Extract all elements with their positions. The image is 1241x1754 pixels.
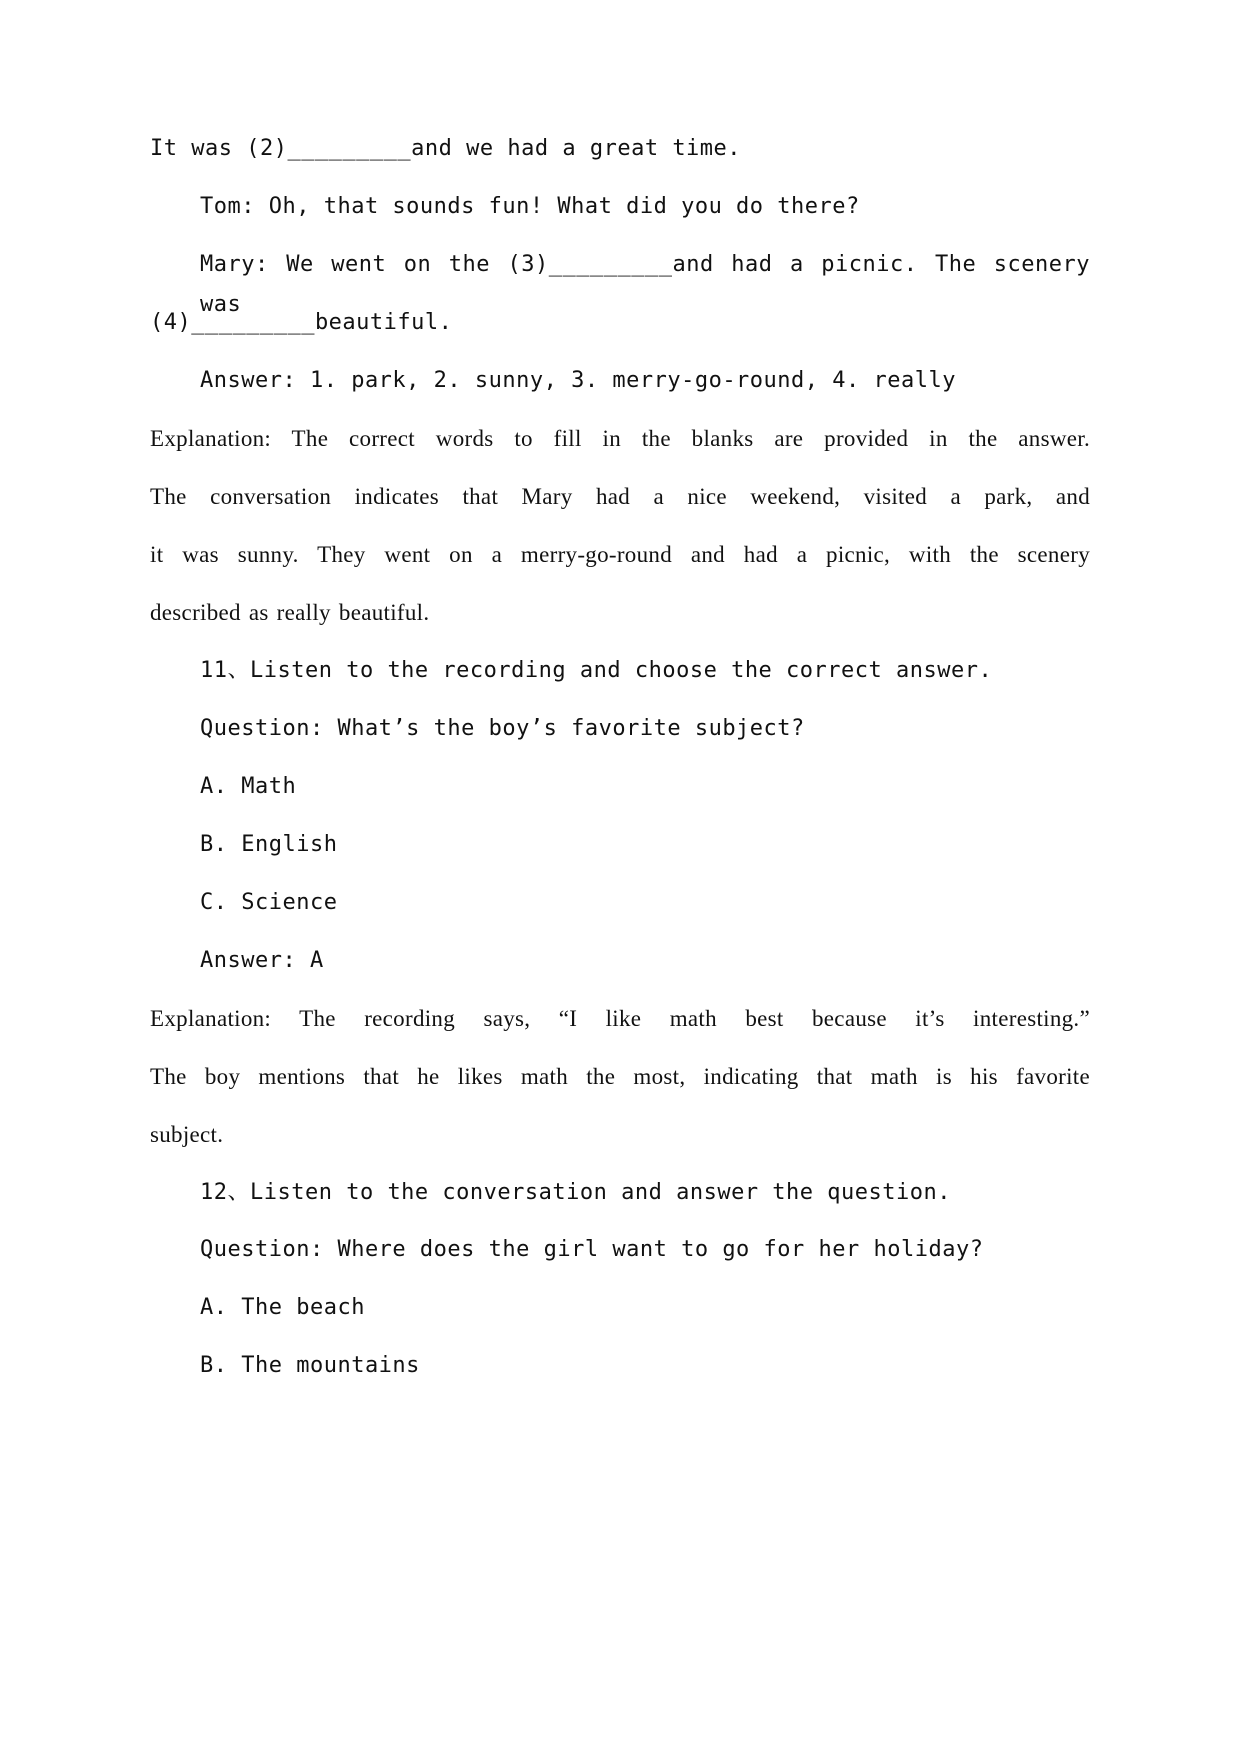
dialogue-mary-line-a: Mary: We went on the (3)_________and had a picnic. The scenery was (200, 252, 1090, 317)
q12-option-b: B. The mountains (200, 1353, 420, 1378)
dialogue-mary-line-b: (4)_________beautiful. (150, 310, 453, 335)
q12-heading: 12、Listen to the conversation and answer the question. (200, 1180, 951, 1205)
q10-explanation-line: it was sunny. They went on a merry-go-round and had a picnic, with the scenery (150, 542, 1090, 567)
q11-option-a: A. Math (200, 774, 297, 799)
q10-explanation-line: The conversation indicates that Mary had a nice weekend, visited a park, and (150, 484, 1090, 509)
dialogue-line-2: It was (2)_________and we had a great time. (150, 136, 742, 161)
q12-question: Question: Where does the girl want to go for her holiday? (200, 1237, 984, 1262)
q10-explanation-line: Explanation: The correct words to fill in the blanks are provided in the answer. (150, 426, 1090, 451)
q11-option-b: B. English (200, 832, 338, 857)
q11-explanation-line: Explanation: The recording says, “I like math best because it’s interesting.” (150, 1006, 1090, 1031)
q11-option-c: C. Science (200, 890, 338, 915)
q10-explanation-line: described as really beautiful. (150, 600, 430, 625)
q11-explanation-line: subject. (150, 1122, 224, 1147)
q11-answer: Answer: A (200, 948, 324, 973)
q11-heading: 11、Listen to the recording and choose the correct answer. (200, 658, 993, 683)
q11-explanation-line: The boy mentions that he likes math the most, indicating that math is his favorite (150, 1064, 1090, 1089)
q12-option-a: A. The beach (200, 1295, 365, 1320)
q11-question: Question: What’s the boy’s favorite subject? (200, 716, 805, 741)
dialogue-tom-line: Tom: Oh, that sounds fun! What did you do there? (200, 194, 860, 219)
q10-answer: Answer: 1. park, 2. sunny, 3. merry-go-round, 4. really (200, 368, 956, 393)
